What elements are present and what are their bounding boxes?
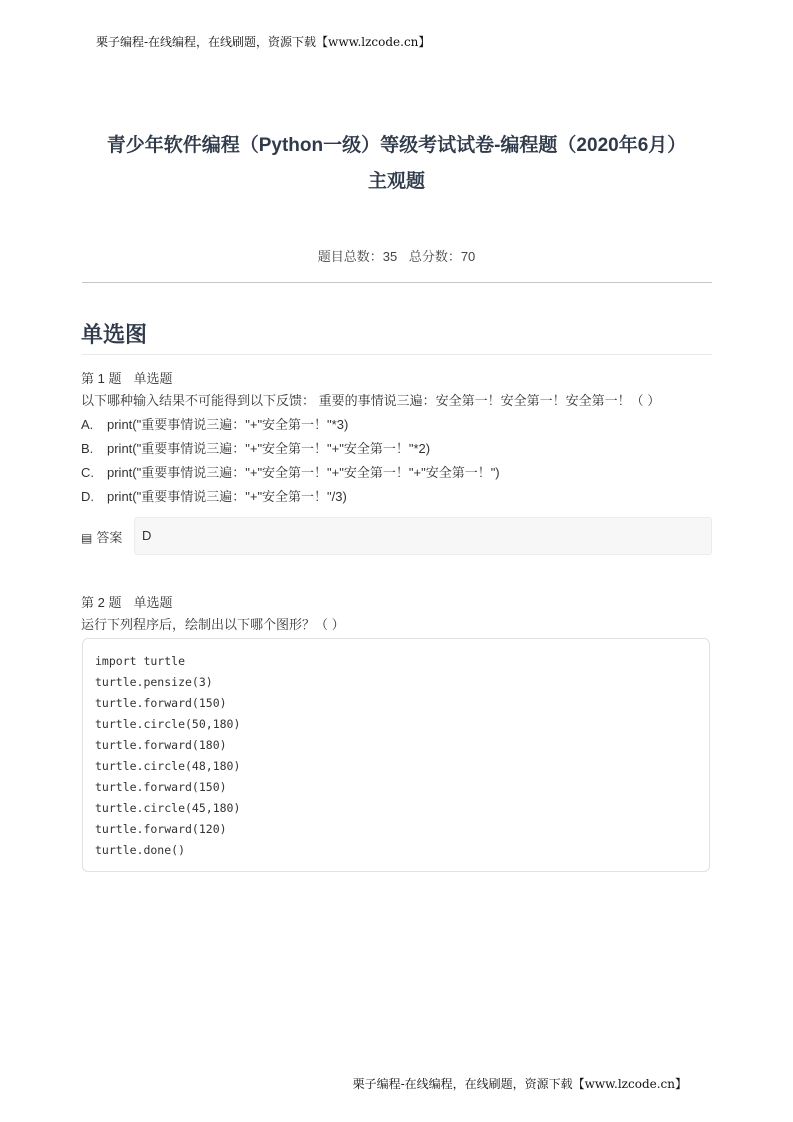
option-a	[81, 413, 712, 437]
code-line: turtle.pensize(3)	[95, 675, 213, 689]
option-text: print("重要事情说三遍："+"安全第一！"+"安全第一！"+"安全第一！")	[107, 465, 500, 480]
question-header	[81, 369, 712, 389]
section-divider	[82, 354, 712, 355]
answer-label: ▤ 答案	[81, 530, 123, 545]
header-note: 栗子编程-在线编程，在线刷题，资源下载【www.lzcode.cn】	[96, 35, 431, 49]
option-letter: C.	[81, 465, 94, 480]
page-title	[60, 128, 733, 200]
option-letter: A.	[81, 417, 94, 432]
answer-row	[81, 517, 712, 555]
code-block	[82, 638, 710, 872]
question-header	[81, 593, 712, 613]
option-text: print("重要事情说三遍："+"安全第一！"/3)	[107, 489, 347, 504]
title-line-1: 青少年软件编程（Python一级）等级考试试卷-编程题（2020年6月）	[106, 135, 687, 156]
title-line-2: 主观题	[367, 171, 425, 192]
question-number: 第 2 题	[81, 595, 122, 610]
code-line: turtle.forward(180)	[95, 738, 227, 752]
question-number: 第 1 题	[81, 371, 122, 386]
document-icon: ▤	[81, 531, 93, 545]
question-2	[81, 593, 712, 637]
total-questions: 题目总数：35	[317, 249, 398, 264]
total-score: 总分数：70	[408, 249, 476, 264]
section-title: 单选图	[81, 322, 148, 347]
code-line: turtle.forward(150)	[95, 696, 227, 710]
question-1	[81, 369, 712, 555]
option-letter: D.	[81, 489, 94, 504]
question-type: 单选题	[133, 371, 173, 386]
question-type: 单选题	[133, 595, 173, 610]
option-text: print("重要事情说三遍："+"安全第一！"+"安全第一！"*2)	[107, 441, 431, 456]
footer-note: 栗子编程-在线编程，在线刷题，资源下载【www.lzcode.cn】	[352, 1077, 687, 1091]
title-divider	[82, 282, 712, 283]
question-stem: 运行下列程序后，绘制出以下哪个图形？（ ）	[81, 617, 345, 632]
option-b	[81, 437, 712, 461]
code-line: turtle.done()	[95, 843, 186, 857]
code-line: turtle.circle(45,180)	[95, 801, 241, 815]
option-letter: B.	[81, 441, 94, 456]
option-d	[81, 485, 712, 509]
option-c	[81, 461, 712, 485]
code-line: turtle.circle(48,180)	[95, 759, 241, 773]
code-line: turtle.circle(50,180)	[95, 717, 241, 731]
code-line: turtle.forward(150)	[95, 780, 227, 794]
option-text: print("重要事情说三遍："+"安全第一！"*3)	[107, 417, 349, 432]
code-line: import turtle	[95, 654, 186, 668]
exam-summary	[0, 246, 793, 265]
code-line: turtle.forward(120)	[95, 822, 227, 836]
answer-value: D	[134, 517, 712, 555]
question-stem: 以下哪种输入结果不可能得到以下反馈： 重要的事情说三遍：安全第一！安全第一！安全第一！（ ）	[81, 393, 661, 408]
